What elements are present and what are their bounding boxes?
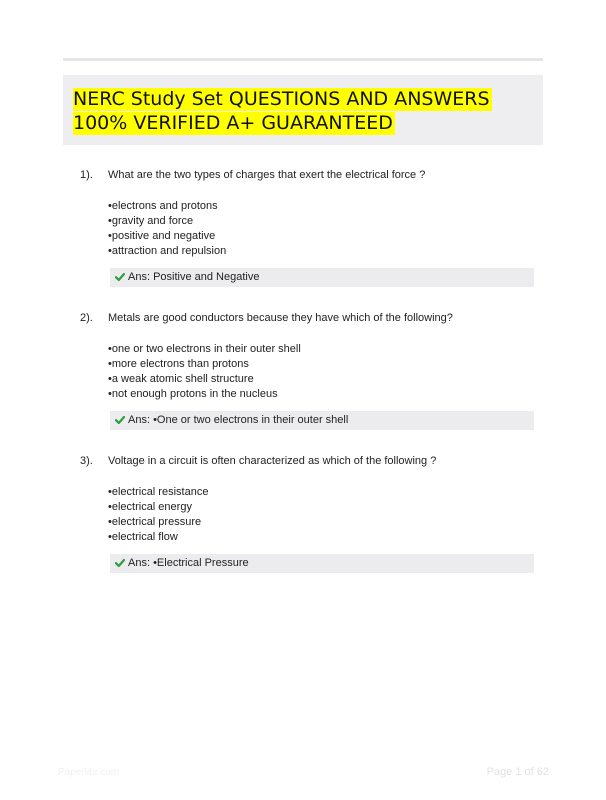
option: •not enough protons in the nucleus (108, 388, 278, 400)
question-number: 1). (80, 169, 93, 181)
question-text: What are the two types of charges that exert the electrical force ? (108, 169, 426, 181)
option-list (108, 199, 226, 259)
check-icon (115, 558, 125, 568)
option: •a weak atomic shell structure (108, 373, 254, 385)
title-line-2: 100% VERIFIED A+ GUARANTEED (73, 112, 393, 134)
answer-text: Ans: Positive and Negative (128, 271, 260, 283)
option: •electrical flow (108, 531, 178, 543)
top-divider (63, 58, 543, 61)
question-number: 3). (80, 455, 93, 467)
answer-box (110, 411, 534, 430)
page-number: Page 1 of 62 (486, 766, 549, 778)
option-list (108, 342, 301, 402)
option: •gravity and force (108, 215, 194, 227)
answer-box (110, 554, 534, 573)
answer-text: Ans: •Electrical Pressure (128, 557, 249, 569)
footer-site: Paperlibr.com (58, 767, 120, 778)
option: •one or two electrons in their outer shell (108, 343, 301, 355)
option: •more electrons than protons (108, 358, 249, 370)
question-text: Metals are good conductors because they have which of the following? (108, 312, 453, 324)
title-box (63, 75, 543, 145)
option: •electrical pressure (108, 516, 202, 528)
question-text: Voltage in a circuit is often characterized as which of the following ? (108, 455, 437, 467)
option: •electrical energy (108, 501, 192, 513)
answer-text: Ans: •One or two electrons in their outer shell (128, 414, 349, 426)
page-title (73, 87, 533, 135)
answer-box (110, 268, 534, 287)
option-list (108, 485, 208, 545)
option: •electrons and protons (108, 200, 218, 212)
title-line-1: NERC Study Set QUESTIONS AND ANSWERS (73, 88, 490, 110)
question-number: 2). (80, 312, 93, 324)
option: •positive and negative (108, 230, 216, 242)
option: •attraction and repulsion (108, 245, 227, 257)
check-icon (115, 415, 125, 425)
option: •electrical resistance (108, 486, 209, 498)
check-icon (115, 272, 125, 282)
